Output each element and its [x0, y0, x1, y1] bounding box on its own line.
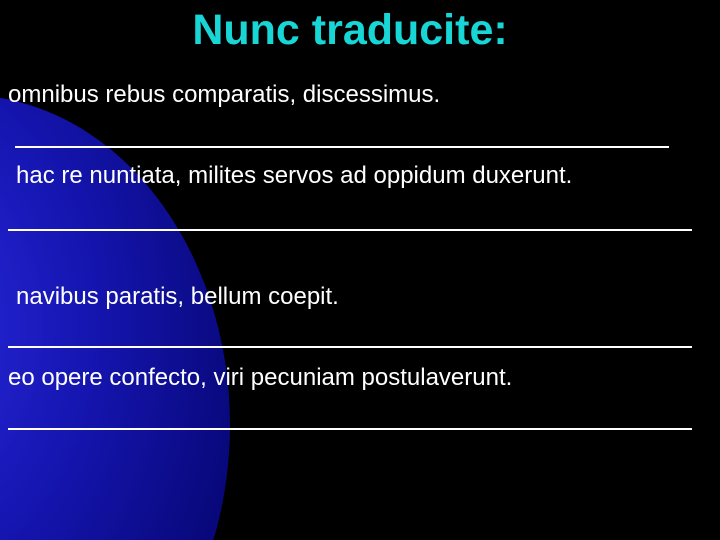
- sentence-3: navibus paratis, bellum coepit.: [16, 283, 339, 310]
- answer-line-2: [8, 229, 692, 231]
- sentence-1: omnibus rebus comparatis, discessimus.: [8, 81, 441, 108]
- answer-line-1: [15, 146, 669, 148]
- answer-line-4: [8, 428, 692, 430]
- answer-line-3: [8, 346, 692, 348]
- sentence-4: eo opere confecto, viri pecuniam postulaverunt.: [8, 364, 513, 391]
- slide-title: Nunc traducite:: [192, 6, 508, 54]
- sentence-2: hac re nuntiata, milites servos ad oppidum duxerunt.: [16, 162, 573, 189]
